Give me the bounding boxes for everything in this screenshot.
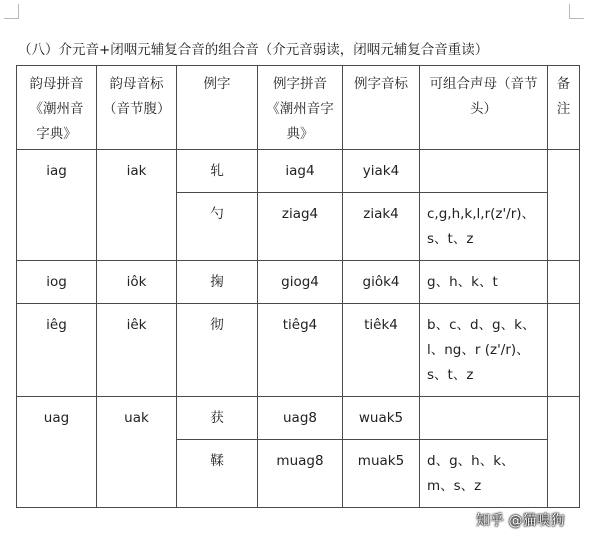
note-cell bbox=[548, 261, 580, 304]
example-pinyin-cell: muag8 bbox=[258, 440, 343, 508]
table-row bbox=[17, 150, 580, 193]
final-ipa-cell: iak bbox=[97, 150, 177, 261]
example-ipa-cell: ziak4 bbox=[343, 193, 420, 261]
final-ipa-cell: iôk bbox=[97, 261, 177, 304]
final-pinyin-cell: iog bbox=[17, 261, 97, 304]
watermark: 知乎 @猫嗅狗 bbox=[476, 513, 565, 529]
header-cell: 韵母拼音《潮州音字典》 bbox=[17, 66, 97, 150]
table-row bbox=[17, 397, 580, 440]
page-corner-mark-left bbox=[4, 4, 19, 19]
initials-cell bbox=[420, 150, 548, 193]
section-title: （八）介元音+闭咽元辅复合音的组合音（介元音弱读，闭咽元辅复合音重读） bbox=[18, 42, 489, 58]
example-pinyin-cell: giog4 bbox=[258, 261, 343, 304]
example-pinyin-cell: ziag4 bbox=[258, 193, 343, 261]
example-char-cell: 勺 bbox=[177, 193, 258, 261]
example-char-cell: 轧 bbox=[177, 150, 258, 193]
example-ipa-cell: wuak5 bbox=[343, 397, 420, 440]
header-row bbox=[17, 66, 580, 150]
example-pinyin-cell: uag8 bbox=[258, 397, 343, 440]
table-body bbox=[17, 66, 580, 508]
example-ipa-cell: tiêk4 bbox=[343, 304, 420, 397]
final-pinyin-cell: iag bbox=[17, 150, 97, 261]
page-corner-mark-right bbox=[569, 4, 584, 19]
final-ipa-cell: iêk bbox=[97, 304, 177, 397]
initials-cell: g、h、k、t bbox=[420, 261, 548, 304]
header-cell: 例字音标 bbox=[343, 66, 420, 150]
example-char-cell: 鞣 bbox=[177, 440, 258, 508]
note-cell bbox=[548, 304, 580, 397]
table-row bbox=[17, 261, 580, 304]
example-pinyin-cell: tiêg4 bbox=[258, 304, 343, 397]
initials-cell: b、c、d、g、k、l、ng、r (z'/r)、s、t、z bbox=[420, 304, 548, 397]
initials-cell bbox=[420, 397, 548, 440]
note-cell bbox=[548, 150, 580, 261]
note-cell bbox=[548, 397, 580, 508]
final-ipa-cell: uak bbox=[97, 397, 177, 508]
table-row bbox=[17, 304, 580, 397]
example-pinyin-cell: iag4 bbox=[258, 150, 343, 193]
final-pinyin-cell: uag bbox=[17, 397, 97, 508]
header-cell: 例字拼音《潮州音字典》 bbox=[258, 66, 343, 150]
example-ipa-cell: muak5 bbox=[343, 440, 420, 508]
example-char-cell: 彻 bbox=[177, 304, 258, 397]
initials-cell: d、g、h、k、m、s、z bbox=[420, 440, 548, 508]
example-char-cell: 掬 bbox=[177, 261, 258, 304]
example-char-cell: 获 bbox=[177, 397, 258, 440]
header-cell: 可组合声母（音节头） bbox=[420, 66, 548, 150]
example-ipa-cell: giôk4 bbox=[343, 261, 420, 304]
header-cell: 韵母音标（音节腹） bbox=[97, 66, 177, 150]
final-pinyin-cell: iêg bbox=[17, 304, 97, 397]
vowel-table bbox=[16, 65, 580, 508]
header-cell: 例字 bbox=[177, 66, 258, 150]
example-ipa-cell: yiak4 bbox=[343, 150, 420, 193]
header-cell: 备注 bbox=[548, 66, 580, 150]
initials-cell: c,g,h,k,l,r(z'/r)、s、t、z bbox=[420, 193, 548, 261]
